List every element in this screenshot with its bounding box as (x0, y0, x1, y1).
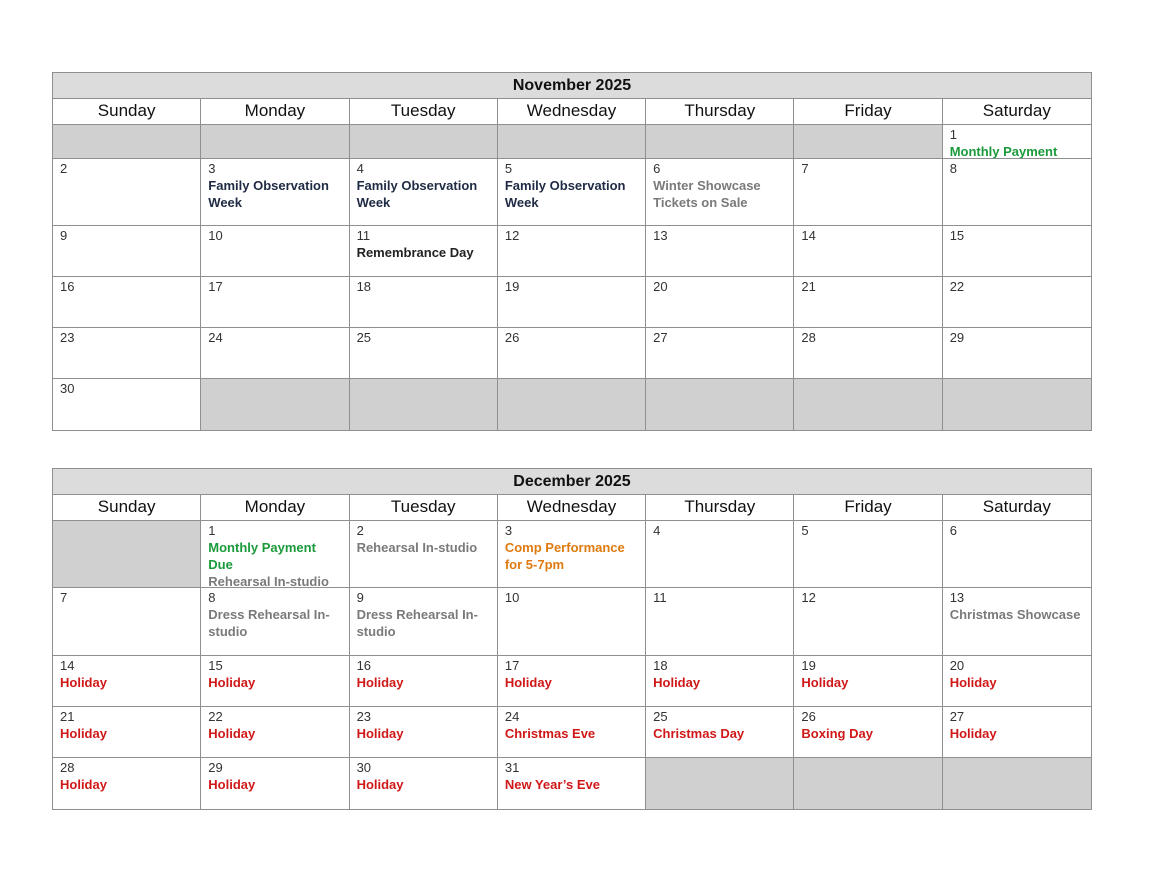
day-cell (350, 588, 498, 655)
day-cell (646, 521, 794, 587)
day-number: 6 (653, 161, 661, 176)
day-number: 11 (356, 228, 371, 243)
day-cell (646, 328, 794, 378)
event-label: Family Observation Week (356, 178, 478, 210)
event-label: Winter Showcase Tickets on Sale (653, 178, 761, 210)
day-cell (53, 159, 201, 225)
day-number: 2 (356, 523, 364, 538)
day-number: 12 (801, 590, 816, 605)
day-cell (943, 328, 1091, 378)
empty-day-cell (943, 379, 1091, 430)
day-cell (794, 656, 942, 706)
event-label: Holiday (356, 675, 404, 690)
weekday-label-saturday: Saturday (982, 101, 1051, 120)
day-number: 2 (60, 161, 68, 176)
day-number: 19 (504, 279, 520, 294)
day-number: 25 (356, 330, 372, 345)
week-row (53, 379, 1091, 430)
day-cell (350, 159, 498, 225)
event-label: Holiday (356, 726, 404, 741)
event-label: Holiday (801, 675, 849, 690)
day-cell (943, 125, 1091, 158)
event-label: Boxing Day (801, 726, 873, 741)
day-cell (53, 379, 201, 430)
day-number: 29 (949, 330, 965, 345)
day-cell (350, 226, 498, 276)
day-cell (794, 159, 942, 225)
event-label: Christmas Eve (504, 726, 596, 741)
day-cell (498, 226, 646, 276)
event-label: Holiday (949, 726, 997, 741)
day-cell (498, 707, 646, 757)
day-number: 21 (801, 279, 816, 294)
event-label: Dress Rehearsal In-studio (208, 607, 330, 639)
day-number: 4 (356, 161, 364, 176)
empty-day-cell (646, 125, 794, 158)
weekday-label-friday: Friday (794, 495, 942, 520)
day-number: 18 (653, 658, 668, 673)
day-number: 15 (949, 228, 965, 243)
day-cell (53, 656, 201, 706)
day-number: 14 (60, 658, 75, 673)
day-cell (350, 758, 498, 809)
empty-day-cell (350, 379, 498, 430)
day-number: 16 (60, 279, 75, 294)
event-label: Monthly Payment (949, 144, 1058, 158)
event-label: Christmas Day (653, 726, 745, 741)
day-number: 17 (208, 279, 223, 294)
week-row (53, 159, 1091, 226)
event-label: New Year’s Eve (504, 777, 601, 792)
calendar-november (52, 72, 1092, 431)
day-number: 4 (653, 523, 661, 538)
day-cell (498, 758, 646, 809)
event-label: Dress Rehearsal In-studio (356, 607, 478, 639)
day-cell (201, 159, 349, 225)
day-number: 8 (949, 161, 957, 176)
day-number: 14 (801, 228, 816, 243)
day-cell (201, 758, 349, 809)
event-label: Rehearsal In-studio (356, 540, 478, 555)
day-cell (201, 521, 349, 587)
day-cell (943, 226, 1091, 276)
day-cell (794, 277, 942, 327)
weekday-label-wednesday: Wednesday (498, 495, 646, 520)
day-cell (646, 707, 794, 757)
day-cell (498, 277, 646, 327)
day-cell (943, 521, 1091, 587)
event-label: Monthly Payment Due (208, 540, 316, 572)
empty-day-cell (201, 379, 349, 430)
week-row (53, 656, 1091, 707)
week-row (53, 521, 1091, 588)
day-number: 31 (504, 760, 520, 775)
day-number: 3 (504, 523, 513, 538)
day-cell (53, 277, 201, 327)
day-cell (350, 707, 498, 757)
day-cell (794, 328, 942, 378)
day-cell (794, 707, 942, 757)
event-label: Holiday (653, 675, 701, 690)
day-cell (794, 226, 942, 276)
day-number: 23 (356, 709, 372, 724)
day-cell (646, 588, 794, 655)
week-row (53, 707, 1091, 758)
day-number: 28 (60, 760, 75, 775)
day-number: 30 (356, 760, 372, 775)
day-cell (646, 656, 794, 706)
day-cell (498, 656, 646, 706)
empty-day-cell (794, 758, 942, 809)
event-label: Rehearsal In-studio (208, 574, 329, 587)
day-cell (53, 758, 201, 809)
empty-day-cell (646, 379, 794, 430)
day-cell (498, 159, 646, 225)
week-row (53, 125, 1091, 159)
day-number: 24 (208, 330, 223, 345)
day-cell (201, 588, 349, 655)
day-cell (53, 226, 201, 276)
day-number: 27 (653, 330, 668, 345)
day-cell (646, 277, 794, 327)
event-label: Family Observation Week (208, 178, 329, 210)
empty-day-cell (943, 758, 1091, 809)
day-cell (498, 328, 646, 378)
day-cell (53, 588, 201, 655)
day-number: 15 (208, 658, 223, 673)
day-number: 22 (208, 709, 223, 724)
day-cell (350, 656, 498, 706)
day-number: 8 (208, 590, 216, 605)
day-number: 5 (504, 161, 513, 176)
day-number: 19 (801, 658, 816, 673)
day-number: 10 (504, 590, 520, 605)
day-number: 7 (801, 161, 809, 176)
event-label: Holiday (949, 675, 997, 690)
day-number: 25 (653, 709, 668, 724)
weekday-label-wednesday: Wednesday (498, 99, 646, 124)
day-number: 24 (504, 709, 520, 724)
week-row (53, 588, 1091, 656)
day-cell (943, 707, 1091, 757)
event-label: Holiday (356, 777, 404, 792)
weekday-label-tuesday: Tuesday (350, 99, 498, 124)
weekday-label-friday: Friday (794, 99, 942, 124)
event-label: Holiday (208, 777, 256, 792)
day-number: 1 (208, 523, 216, 538)
empty-day-cell (498, 379, 646, 430)
event-label: Holiday (60, 777, 107, 792)
week-row (53, 277, 1091, 328)
empty-day-cell (53, 521, 201, 587)
day-number: 18 (356, 279, 372, 294)
day-number: 26 (504, 330, 520, 345)
weekday-header-row (53, 495, 1091, 521)
day-cell (350, 277, 498, 327)
day-cell (201, 656, 349, 706)
day-cell (201, 277, 349, 327)
weekday-label-sunday: Sunday (53, 495, 201, 520)
day-number: 12 (504, 228, 520, 243)
day-number: 9 (356, 590, 364, 605)
week-row (53, 226, 1091, 277)
empty-day-cell (201, 125, 349, 158)
day-number: 22 (949, 279, 965, 294)
day-number: 20 (653, 279, 668, 294)
day-cell (350, 328, 498, 378)
day-number: 6 (949, 523, 957, 538)
event-label: Holiday (208, 675, 256, 690)
week-row (53, 328, 1091, 379)
empty-day-cell (794, 125, 942, 158)
weekday-label-thursday: Thursday (646, 99, 794, 124)
empty-day-cell (646, 758, 794, 809)
day-cell (53, 707, 201, 757)
day-cell (794, 588, 942, 655)
day-number: 7 (60, 590, 68, 605)
event-label: Holiday (60, 675, 107, 690)
event-label: Holiday (504, 675, 552, 690)
event-label: Comp Performance for 5-7pm (504, 540, 625, 572)
day-number: 28 (801, 330, 816, 345)
day-number: 11 (653, 590, 667, 605)
day-cell (498, 521, 646, 587)
day-number: 27 (949, 709, 965, 724)
day-cell (943, 277, 1091, 327)
day-cell (646, 226, 794, 276)
event-label: Christmas Showcase (949, 607, 1081, 622)
weekday-label-tuesday: Tuesday (350, 495, 498, 520)
day-number: 21 (60, 709, 75, 724)
event-label: Holiday (208, 726, 256, 741)
day-number: 5 (801, 523, 809, 538)
weekday-label-monday: Monday (201, 495, 349, 520)
day-number: 30 (60, 381, 75, 396)
empty-day-cell (794, 379, 942, 430)
empty-day-cell (53, 125, 201, 158)
weekday-header-row (53, 99, 1091, 125)
month-title: November 2025 (53, 73, 1091, 99)
day-cell (201, 226, 349, 276)
day-number: 13 (949, 590, 965, 605)
empty-day-cell (498, 125, 646, 158)
day-cell (53, 328, 201, 378)
day-cell (943, 656, 1091, 706)
week-row (53, 758, 1091, 809)
day-number: 3 (208, 161, 216, 176)
event-label: Family Observation Week (504, 178, 626, 210)
day-cell (201, 328, 349, 378)
day-number: 17 (504, 658, 520, 673)
day-cell (201, 707, 349, 757)
empty-day-cell (350, 125, 498, 158)
day-number: 10 (208, 228, 223, 243)
day-cell (943, 588, 1091, 655)
day-cell (794, 521, 942, 587)
weekday-label-sunday: Sunday (53, 99, 201, 124)
event-label: Remembrance Day (356, 245, 474, 260)
day-number: 1 (949, 127, 957, 142)
calendar-december (52, 468, 1092, 810)
weekday-label-monday: Monday (201, 99, 349, 124)
day-number: 29 (208, 760, 223, 775)
day-number: 23 (60, 330, 75, 345)
day-cell (498, 588, 646, 655)
month-title: December 2025 (53, 469, 1091, 495)
day-cell (646, 159, 794, 225)
day-number: 13 (653, 228, 668, 243)
day-number: 20 (949, 658, 965, 673)
weekday-label-saturday: Saturday (982, 497, 1051, 516)
day-cell (350, 521, 498, 587)
weekday-label-thursday: Thursday (646, 495, 794, 520)
day-number: 16 (356, 658, 372, 673)
event-label: Holiday (60, 726, 107, 741)
day-number: 9 (60, 228, 68, 243)
day-cell (943, 159, 1091, 225)
day-number: 26 (801, 709, 816, 724)
